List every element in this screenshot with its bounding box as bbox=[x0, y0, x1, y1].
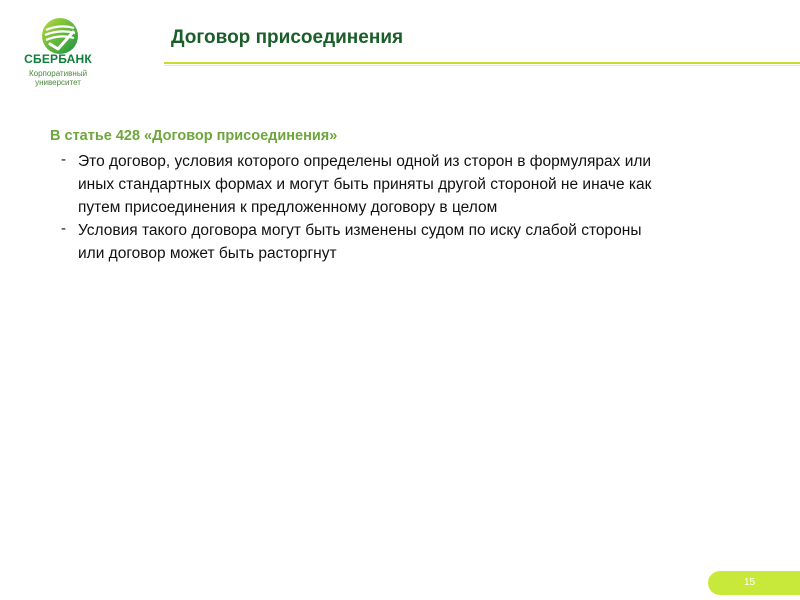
bullet-2-line-1: Условия такого договора могут быть изменены судом по иску слабой стороны bbox=[78, 222, 642, 239]
brand-subtitle bbox=[6, 69, 110, 87]
bullet-1-line-2: иных стандартных формах и могут быть приняты другой стороной не иначе как bbox=[78, 176, 652, 193]
brand-name: СБЕРБАНК bbox=[24, 52, 92, 66]
bullet-item-1 bbox=[50, 150, 750, 219]
sberbank-logo bbox=[6, 14, 110, 94]
page-number: 15 bbox=[744, 577, 756, 588]
sberbank-logo-icon bbox=[40, 16, 80, 56]
title-underline-secondary bbox=[164, 65, 800, 66]
bullet-marker: - bbox=[61, 220, 66, 237]
page-number-badge bbox=[708, 571, 800, 595]
title-underline bbox=[164, 62, 800, 64]
bullet-2-line-2: или договор может быть расторгнут bbox=[78, 245, 337, 262]
slide-title: Договор присоединения bbox=[171, 27, 404, 48]
bullet-1-line-1: Это договор, условия которого определены одной из сторон в формулярах или bbox=[78, 153, 652, 170]
brand-subtitle-line1: Корпоративный bbox=[28, 69, 88, 78]
bullet-marker: - bbox=[61, 151, 66, 168]
bullet-1-line-3: путем присоединения к предложенному договору в целом bbox=[78, 199, 498, 216]
content-heading: В статье 428 «Договор присоединения» bbox=[50, 128, 338, 144]
brand-subtitle-line2: университет bbox=[35, 78, 81, 87]
slide-content bbox=[50, 128, 750, 265]
bullet-item-2 bbox=[50, 219, 750, 265]
